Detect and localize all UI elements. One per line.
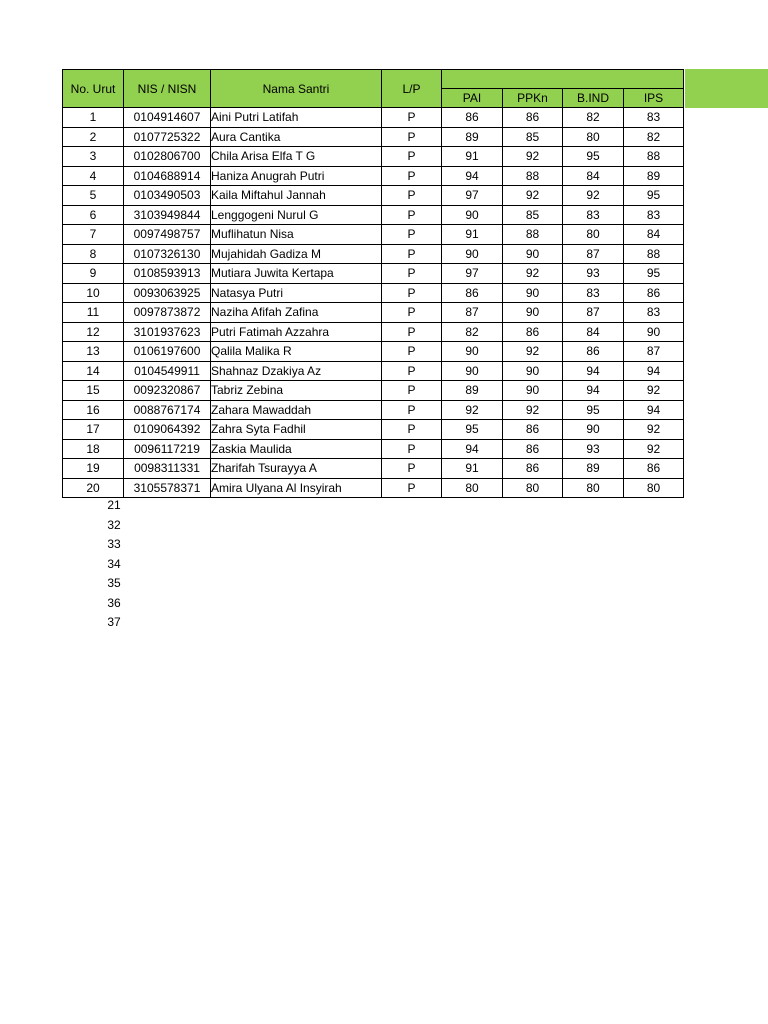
cell-no-urut[interactable]: 9 xyxy=(63,264,124,284)
table-row xyxy=(63,244,684,264)
cell-score-bind[interactable]: 94 xyxy=(563,381,624,401)
cell-score-bind[interactable]: 95 xyxy=(563,400,624,420)
cell-nama-santri[interactable]: Chila Arisa Elfa T G xyxy=(211,147,382,167)
cell-score-bind[interactable]: 95 xyxy=(563,147,624,167)
cell-nis-nisn[interactable]: 0097498757 xyxy=(124,225,211,245)
cell-nis-nisn[interactable]: 0107326130 xyxy=(124,244,211,264)
cell-score-bind[interactable]: 80 xyxy=(563,225,624,245)
cell-nis-nisn[interactable]: 3103949844 xyxy=(124,205,211,225)
cell-score-ips[interactable]: 83 xyxy=(624,108,684,128)
cell-nis-nisn[interactable]: 0103490503 xyxy=(124,186,211,206)
cell-score-bind[interactable]: 80 xyxy=(563,478,624,498)
cell-score-ppkn[interactable]: 92 xyxy=(503,264,563,284)
cell-score-ips[interactable]: 86 xyxy=(624,283,684,303)
cell-nama-santri[interactable]: Natasya Putri xyxy=(211,283,382,303)
cell-nama-santri[interactable]: Naziha Afifah Zafina xyxy=(211,303,382,323)
cell-no-urut[interactable]: 11 xyxy=(63,303,124,323)
cell-score-pai[interactable]: 97 xyxy=(442,264,503,284)
header-nis-nisn[interactable]: NIS / NISN xyxy=(124,70,211,108)
cell-nama-santri[interactable]: Qalila Malika R xyxy=(211,342,382,362)
cell-score-bind[interactable]: 84 xyxy=(563,166,624,186)
cell-score-ppkn[interactable]: 88 xyxy=(503,225,563,245)
cell-lp[interactable]: P xyxy=(382,459,442,479)
cell-nama-santri[interactable]: Kaila Miftahul Jannah xyxy=(211,186,382,206)
cell-score-ips[interactable]: 87 xyxy=(624,342,684,362)
cell-score-ppkn[interactable]: 86 xyxy=(503,439,563,459)
table-row xyxy=(63,303,684,323)
cell-lp[interactable]: P xyxy=(382,166,442,186)
cell-score-pai[interactable]: 91 xyxy=(442,225,503,245)
cell-lp[interactable]: P xyxy=(382,478,442,498)
cell-score-ppkn[interactable]: 90 xyxy=(503,361,563,381)
cell-score-pai[interactable]: 97 xyxy=(442,186,503,206)
cell-score-pai[interactable]: 90 xyxy=(442,361,503,381)
header-nama-santri[interactable]: Nama Santri xyxy=(211,70,382,108)
cell-score-bind[interactable]: 93 xyxy=(563,264,624,284)
table-row xyxy=(63,478,684,498)
cell-no-urut[interactable]: 18 xyxy=(63,439,124,459)
student-scores-table xyxy=(62,69,684,498)
cell-score-bind[interactable]: 87 xyxy=(563,303,624,323)
cell-score-ips[interactable]: 94 xyxy=(624,361,684,381)
cell-score-bind[interactable]: 93 xyxy=(563,439,624,459)
cell-score-ppkn[interactable]: 86 xyxy=(503,459,563,479)
table-row xyxy=(63,361,684,381)
cell-score-ips[interactable]: 92 xyxy=(624,381,684,401)
cell-score-ppkn[interactable]: 92 xyxy=(503,186,563,206)
cell-no-urut[interactable]: 7 xyxy=(63,225,124,245)
cell-score-pai[interactable]: 86 xyxy=(442,283,503,303)
cell-nama-santri[interactable]: Tabriz Zebina xyxy=(211,381,382,401)
cell-score-pai[interactable]: 90 xyxy=(442,244,503,264)
header-subject-pai[interactable]: PAI xyxy=(442,89,503,108)
cell-nama-santri[interactable]: Zahra Syta Fadhil xyxy=(211,420,382,440)
cell-nis-nisn[interactable]: 0106197600 xyxy=(124,342,211,362)
table-row xyxy=(63,186,684,206)
cell-score-ips[interactable]: 83 xyxy=(624,303,684,323)
cell-score-pai[interactable]: 80 xyxy=(442,478,503,498)
cell-nama-santri[interactable]: Mutiara Juwita Kertapa xyxy=(211,264,382,284)
cell-score-pai[interactable]: 82 xyxy=(442,322,503,342)
cell-no-urut[interactable]: 5 xyxy=(63,186,124,206)
cell-score-bind[interactable]: 84 xyxy=(563,322,624,342)
table-row xyxy=(63,439,684,459)
table-row xyxy=(63,225,684,245)
cell-score-pai[interactable]: 87 xyxy=(442,303,503,323)
cell-score-ppkn[interactable]: 90 xyxy=(503,244,563,264)
cell-no-urut[interactable]: 17 xyxy=(63,420,124,440)
cell-score-ips[interactable]: 83 xyxy=(624,205,684,225)
cell-score-bind[interactable]: 80 xyxy=(563,127,624,147)
table-row xyxy=(63,459,684,479)
cell-nis-nisn[interactable]: 3105578371 xyxy=(124,478,211,498)
cell-score-ppkn[interactable]: 90 xyxy=(503,303,563,323)
cell-score-ips[interactable]: 88 xyxy=(624,147,684,167)
cell-score-pai[interactable]: 94 xyxy=(442,166,503,186)
extra-row-number xyxy=(62,574,123,593)
cell-score-ppkn[interactable]: 85 xyxy=(503,127,563,147)
cell-nama-santri[interactable]: Haniza Anugrah Putri xyxy=(211,166,382,186)
cell-score-pai[interactable]: 89 xyxy=(442,127,503,147)
table-row xyxy=(63,342,684,362)
cell-score-ppkn[interactable]: 88 xyxy=(503,166,563,186)
cell-lp[interactable]: P xyxy=(382,303,442,323)
cell-score-pai[interactable]: 86 xyxy=(442,108,503,128)
header-green-band xyxy=(685,69,768,108)
cell-score-ips[interactable]: 95 xyxy=(624,264,684,284)
extra-row-number xyxy=(62,555,123,574)
cell-score-ppkn[interactable]: 80 xyxy=(503,478,563,498)
cell-lp[interactable]: P xyxy=(382,205,442,225)
cell-score-pai[interactable]: 95 xyxy=(442,420,503,440)
extra-row-number xyxy=(62,594,123,613)
extra-row-number-label: 37 xyxy=(107,615,121,629)
cell-no-urut[interactable]: 1 xyxy=(63,108,124,128)
cell-score-pai[interactable]: 91 xyxy=(442,459,503,479)
cell-score-bind[interactable]: 89 xyxy=(563,459,624,479)
cell-score-ppkn[interactable]: 85 xyxy=(503,205,563,225)
cell-score-bind[interactable]: 83 xyxy=(563,205,624,225)
cell-nis-nisn[interactable]: 0109064392 xyxy=(124,420,211,440)
cell-score-pai[interactable]: 94 xyxy=(442,439,503,459)
cell-score-ips[interactable]: 94 xyxy=(624,400,684,420)
cell-nama-santri[interactable]: Zharifah Tsurayya A xyxy=(211,459,382,479)
cell-score-pai[interactable]: 92 xyxy=(442,400,503,420)
table-row xyxy=(63,166,684,186)
extra-row-number-label: 35 xyxy=(107,576,121,590)
extra-row-number-label: 32 xyxy=(107,517,121,532)
cell-no-urut[interactable]: 6 xyxy=(63,205,124,225)
extra-row-number-label: 34 xyxy=(107,556,121,571)
cell-lp[interactable]: P xyxy=(382,400,442,420)
header-subject-ppkn[interactable]: PPKn xyxy=(503,89,563,108)
cell-lp[interactable]: P xyxy=(382,283,442,303)
table-row xyxy=(63,283,684,303)
cell-nis-nisn[interactable]: 0093063925 xyxy=(124,283,211,303)
cell-nis-nisn[interactable]: 0104549911 xyxy=(124,361,211,381)
cell-no-urut[interactable]: 14 xyxy=(63,361,124,381)
cell-score-ips[interactable]: 88 xyxy=(624,244,684,264)
cell-score-bind[interactable]: 83 xyxy=(563,283,624,303)
cell-score-pai[interactable]: 90 xyxy=(442,342,503,362)
header-lp[interactable]: L/P xyxy=(382,70,442,108)
extra-row-number-label: 33 xyxy=(107,537,121,551)
cell-lp[interactable]: P xyxy=(382,439,442,459)
cell-nis-nisn[interactable]: 3101937623 xyxy=(124,322,211,342)
cell-lp[interactable]: P xyxy=(382,127,442,147)
table-row xyxy=(63,127,684,147)
cell-score-ips[interactable]: 89 xyxy=(624,166,684,186)
extra-row-number xyxy=(62,516,123,535)
header-subject-ips[interactable]: IPS xyxy=(624,89,684,108)
cell-lp[interactable]: P xyxy=(382,322,442,342)
cell-nis-nisn[interactable]: 0104914607 xyxy=(124,108,211,128)
cell-nama-santri[interactable]: Shahnaz Dzakiya Az xyxy=(211,361,382,381)
cell-no-urut[interactable]: 4 xyxy=(63,166,124,186)
table-row xyxy=(63,400,684,420)
cell-lp[interactable]: P xyxy=(382,264,442,284)
cell-nis-nisn[interactable]: 0092320867 xyxy=(124,381,211,401)
cell-lp[interactable]: P xyxy=(382,244,442,264)
cell-nis-nisn[interactable]: 0108593913 xyxy=(124,264,211,284)
cell-no-urut[interactable]: 15 xyxy=(63,381,124,401)
cell-score-ppkn[interactable]: 86 xyxy=(503,322,563,342)
table-row xyxy=(63,381,684,401)
extra-row-number xyxy=(62,496,123,515)
header-subjects-group xyxy=(442,70,684,89)
cell-nama-santri[interactable]: Lenggogeni Nurul G xyxy=(211,205,382,225)
cell-score-ppkn[interactable]: 92 xyxy=(503,147,563,167)
table-body xyxy=(63,108,684,498)
extra-row-number xyxy=(62,613,123,632)
cell-nama-santri[interactable]: Muflihatun Nisa xyxy=(211,225,382,245)
table-row xyxy=(63,420,684,440)
cell-lp[interactable]: P xyxy=(382,381,442,401)
cell-lp[interactable]: P xyxy=(382,342,442,362)
cell-lp[interactable]: P xyxy=(382,361,442,381)
cell-score-bind[interactable]: 94 xyxy=(563,361,624,381)
cell-score-bind[interactable]: 92 xyxy=(563,186,624,206)
cell-score-ips[interactable]: 92 xyxy=(624,420,684,440)
cell-nama-santri[interactable]: Zaskia Maulida xyxy=(211,439,382,459)
cell-no-urut[interactable]: 3 xyxy=(63,147,124,167)
table-row xyxy=(63,322,684,342)
cell-no-urut[interactable]: 19 xyxy=(63,459,124,479)
table-row xyxy=(63,108,684,128)
cell-no-urut[interactable]: 13 xyxy=(63,342,124,362)
cell-nama-santri[interactable]: Mujahidah Gadiza M xyxy=(211,244,382,264)
cell-score-pai[interactable]: 89 xyxy=(442,381,503,401)
cell-lp[interactable]: P xyxy=(382,186,442,206)
table-row xyxy=(63,264,684,284)
cell-nama-santri[interactable]: Putri Fatimah Azzahra xyxy=(211,322,382,342)
cell-lp[interactable]: P xyxy=(382,225,442,245)
cell-no-urut[interactable]: 12 xyxy=(63,322,124,342)
cell-nama-santri[interactable]: Amira Ulyana Al Insyirah xyxy=(211,478,382,498)
extra-row-number-label: 36 xyxy=(107,595,121,610)
cell-score-ppkn[interactable]: 90 xyxy=(503,283,563,303)
table-row xyxy=(63,147,684,167)
cell-nis-nisn[interactable]: 0107725322 xyxy=(124,127,211,147)
cell-score-ips[interactable]: 84 xyxy=(624,225,684,245)
cell-score-ppkn[interactable]: 86 xyxy=(503,108,563,128)
table-row xyxy=(63,205,684,225)
cell-score-bind[interactable]: 86 xyxy=(563,342,624,362)
cell-score-pai[interactable]: 90 xyxy=(442,205,503,225)
header-subject-bind[interactable]: B.IND xyxy=(563,89,624,108)
cell-nama-santri[interactable]: Aura Cantika xyxy=(211,127,382,147)
cell-no-urut[interactable]: 10 xyxy=(63,283,124,303)
extra-row-number-label: 21 xyxy=(107,498,121,512)
cell-no-urut[interactable]: 16 xyxy=(63,400,124,420)
cell-score-bind[interactable]: 90 xyxy=(563,420,624,440)
cell-no-urut[interactable]: 8 xyxy=(63,244,124,264)
cell-score-ips[interactable]: 95 xyxy=(624,186,684,206)
cell-nis-nisn[interactable]: 0104688914 xyxy=(124,166,211,186)
cell-score-pai[interactable]: 91 xyxy=(442,147,503,167)
cell-score-ips[interactable]: 90 xyxy=(624,322,684,342)
cell-nis-nisn[interactable]: 0098311331 xyxy=(124,459,211,479)
cell-score-ppkn[interactable]: 90 xyxy=(503,381,563,401)
cell-score-ppkn[interactable]: 92 xyxy=(503,400,563,420)
cell-score-ips[interactable]: 86 xyxy=(624,459,684,479)
cell-nis-nisn[interactable]: 0088767174 xyxy=(124,400,211,420)
extra-row-number xyxy=(62,535,123,554)
cell-score-ips[interactable]: 80 xyxy=(624,478,684,498)
cell-score-ips[interactable]: 92 xyxy=(624,439,684,459)
cell-nis-nisn[interactable]: 0097873872 xyxy=(124,303,211,323)
cell-nis-nisn[interactable]: 0102806700 xyxy=(124,147,211,167)
cell-lp[interactable]: P xyxy=(382,147,442,167)
cell-no-urut[interactable]: 20 xyxy=(63,478,124,498)
cell-score-bind[interactable]: 87 xyxy=(563,244,624,264)
cell-nis-nisn[interactable]: 0096117219 xyxy=(124,439,211,459)
cell-score-ips[interactable]: 82 xyxy=(624,127,684,147)
header-no-urut[interactable]: No. Urut xyxy=(63,70,124,108)
cell-score-bind[interactable]: 82 xyxy=(563,108,624,128)
cell-nama-santri[interactable]: Zahara Mawaddah xyxy=(211,400,382,420)
cell-lp[interactable]: P xyxy=(382,420,442,440)
cell-score-ppkn[interactable]: 92 xyxy=(503,342,563,362)
cell-no-urut[interactable]: 2 xyxy=(63,127,124,147)
cell-nama-santri[interactable]: Aini Putri Latifah xyxy=(211,108,382,128)
cell-score-ppkn[interactable]: 86 xyxy=(503,420,563,440)
cell-lp[interactable]: P xyxy=(382,108,442,128)
